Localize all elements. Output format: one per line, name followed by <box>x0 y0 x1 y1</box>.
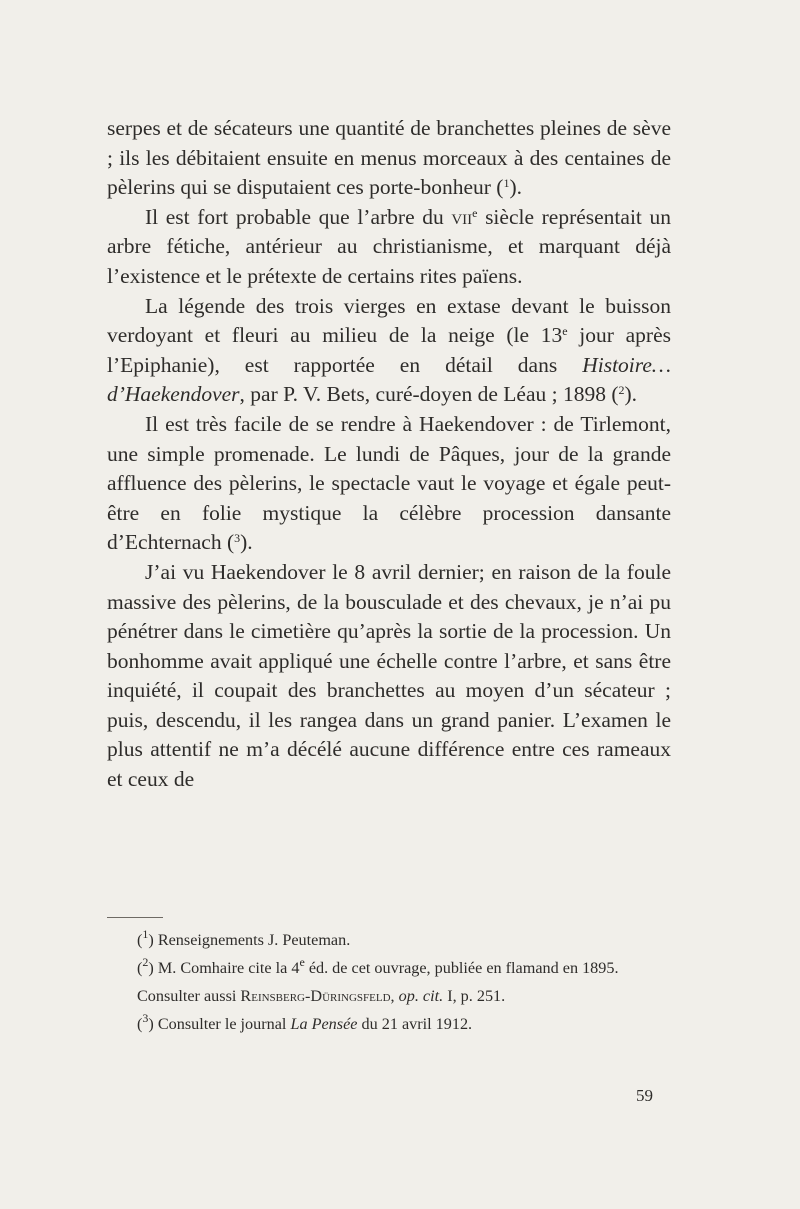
paragraph-5: J’ai vu Haekendover le 8 avril dernier; en raison de la foule massive des pèlerins, de la bousculade et des chevaux, je n’ai pu pénétrer dans le cimetière qu’après la sortie de la procession. Un bonhomme avait appliqué une échelle contre l’arbre, et sans être inquiété, il coupait des branchettes au moyen d’un sécateur ; puis, descendu, il les rangea dans un grand panier. L’examen le plus attentif ne m’a décélé aucune différence entre ces rameaux et ceux de <box>107 559 671 792</box>
footnote-text: Consulter le journal <box>153 1015 291 1033</box>
footnote-text: éd. de cet ouvrage, publiée en flamand en 1895. <box>304 959 619 977</box>
footnotes <box>107 927 671 1042</box>
footnote-mark: 2 <box>142 955 149 969</box>
paragraph-1 <box>107 114 671 203</box>
paragraph-text: jour après l’Epiphanie), est rapportée en détail dans <box>107 323 671 377</box>
footnote-ref: 1 <box>503 176 510 191</box>
paragraph-text: La légende des trois vierges en extase devant le buisson verdoyant et fleuri au milieu de la neige (le 13 <box>107 293 671 348</box>
footnote-2-continued: Consulter aussi Reinsberg-Düringsfeld, op. cit. I, p. 251. <box>137 987 506 1005</box>
footnote-text: M. Comhaire cite la 4 <box>153 959 300 977</box>
footnote-text: Renseignements J. Peuteman. <box>153 931 351 949</box>
footnote-mark: 1 <box>142 927 149 941</box>
paragraph-text: Il est très facile de se rendre à Haekendover : de Tirlemont, une simple promenade. Le lundi de Pâques, jour de la grande affluence des pèlerins, le spectacle vaut le voyage et égale peut-être en folie mystique la célèbre procession dansante d’Echternach ( <box>107 411 671 555</box>
footnote-ref: 3 <box>234 531 241 546</box>
century-numeral: vii <box>451 204 473 229</box>
superscript: e <box>562 324 568 339</box>
footnote-ref: 2 <box>618 383 625 398</box>
footnote-1: ($^1$) Renseignements J. Peuteman. <box>137 927 351 949</box>
paragraph-text: Il est fort probable que l’arbre du <box>145 204 452 229</box>
footnote-text: I, p. 251. <box>443 987 506 1005</box>
paragraph-text: ). <box>624 382 638 407</box>
main-text <box>107 114 671 795</box>
citation-abbrev: op. cit. <box>398 987 444 1005</box>
footnote-divider <box>107 917 163 918</box>
author-name: Reinsberg-Düringsfeld <box>240 987 391 1005</box>
paragraph-text: ). <box>240 530 253 555</box>
footnote-mark: 3 <box>142 1011 149 1025</box>
superscript: e <box>472 205 478 220</box>
paragraph-4 <box>107 410 671 558</box>
paragraph-text: serpes et de sécateurs une quantité de branchettes pleines de sève ; ils les débitaient ensuite en menus morceaux à des centaines de pèlerins qui se disputaient ces porte-bonheur ( <box>107 116 671 200</box>
journal-title: La Pensée <box>290 1015 358 1033</box>
footnote-text: du 21 avril 1912. <box>357 1015 473 1033</box>
paragraph-text: , par P. V. Bets, curé-doyen de Léau ; 1898 ( <box>239 382 619 407</box>
paragraph-text: ). <box>509 175 522 200</box>
footnote-2: ($^2$) M. Comhaire cite la 4e éd. de cet ouvrage, publiée en flamand en 1895. <box>137 955 619 977</box>
page-number: 59 <box>636 1086 653 1105</box>
book-title: Histoire… d’Haekendover <box>107 352 671 407</box>
paragraph-3 <box>107 292 671 410</box>
paragraph-text: siècle représentait un arbre fétiche, antérieur au christianisme, et marquant déjà l’existence et le prétexte de certains rites païens. <box>107 204 671 288</box>
superscript: e <box>299 955 305 969</box>
footnote-text: Consulter aussi <box>137 987 241 1005</box>
footnote-3: ($^3$) Consulter le journal La Pensée du 21 avril 1912. <box>137 1011 473 1033</box>
paragraph-2 <box>107 203 671 292</box>
